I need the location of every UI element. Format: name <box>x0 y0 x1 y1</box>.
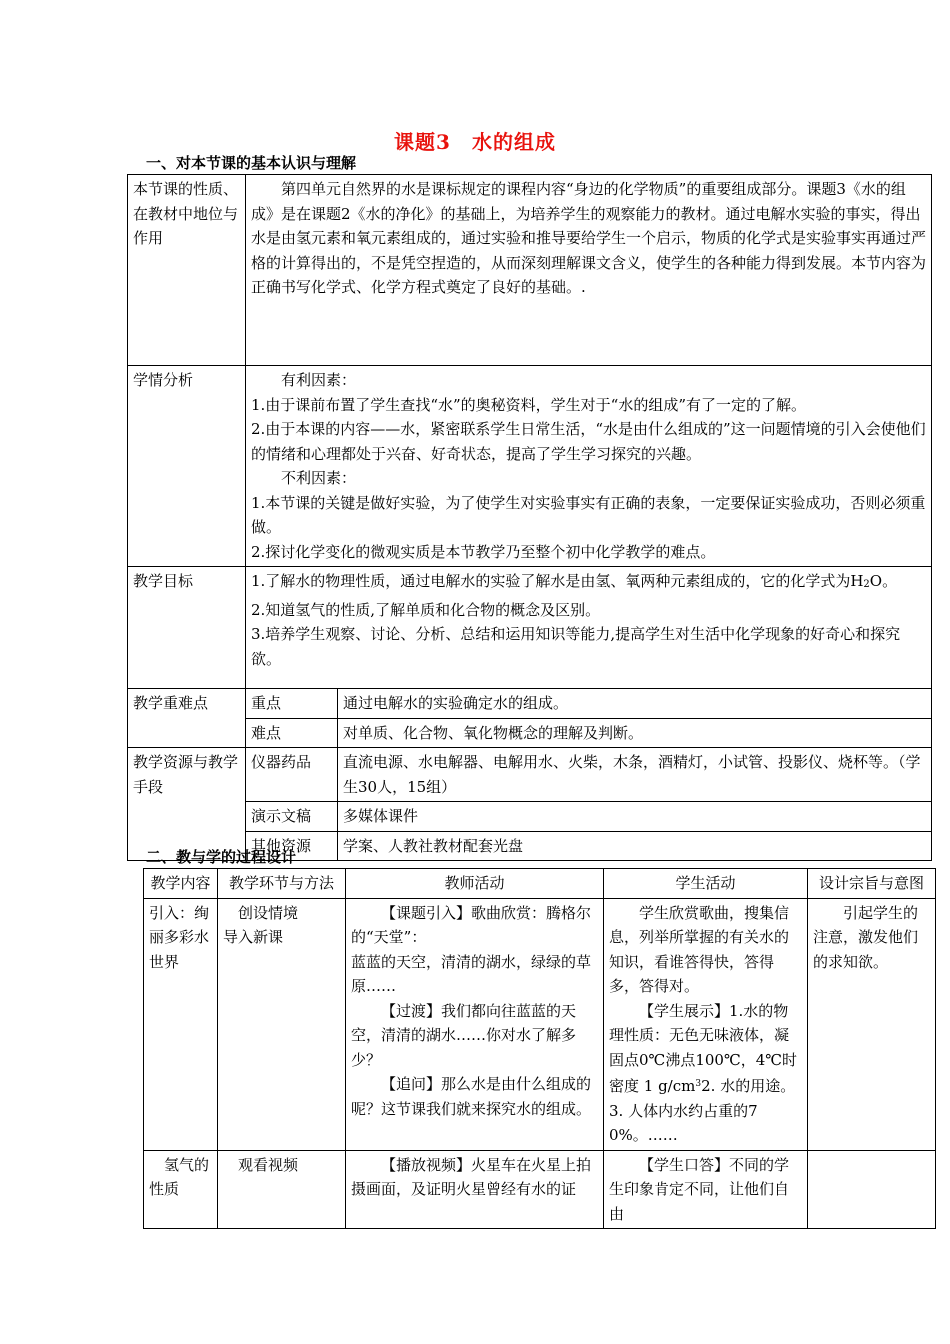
basic-understanding-table <box>127 174 932 861</box>
row-content: 1.了解水的物理性质，通过电解水的实验了解水是由氢、氧两种元素组成的，它的化学式为$H_2O$。 2.知道氢气的性质,了解单质和化合物的概念及区别。 3.培养学生观察、讨论、分析、总结和运用知识等能力,提高学生对生活中化学现象的好奇心和探究欲。 <box>246 567 932 689</box>
row-label: 教学目标 <box>128 567 246 689</box>
sub-label: 仪器药品 <box>246 748 338 802</box>
sub-label: 演示文稿 <box>246 802 338 832</box>
row-label: 学情分析 <box>128 366 246 567</box>
table-cell: 创设情境 导入新课 <box>218 898 346 1150</box>
sub-content: 学案、人教社教材配套光盘 <box>338 831 932 861</box>
table-cell: 氢气的性质 <box>144 1150 218 1229</box>
sub-content: 多媒体课件 <box>338 802 932 832</box>
column-header: 教学环节与方法 <box>218 869 346 899</box>
table-cell: 【播放视频】火星车在火星上拍摄画面，及证明火星曾经有水的证 <box>346 1150 604 1229</box>
sub-label: 其他资源 <box>246 831 338 861</box>
section-heading-2: 二、教与学的过程设计 <box>146 848 297 866</box>
table-cell: 【课题引入】歌曲欣赏：腾格尔的“天堂”： 蓝蓝的天空，清清的湖水，绿绿的草原…… 【过渡】我们都向往蓝蓝的天空，清清的湖水……你对水了解多少？ 【追问】那么水是由什么组成的呢？这节课我们就来探究水的组成。 <box>346 898 604 1150</box>
sub-content: 通过电解水的实验确定水的组成。 <box>338 689 932 719</box>
table-cell: 引起学生的注意，激发他们的求知欲。 <box>808 898 936 1150</box>
column-header: 教师活动 <box>346 869 604 899</box>
column-header: 学生活动 <box>604 869 808 899</box>
table-cell <box>808 1150 936 1229</box>
table-cell: 【学生口答】不同的学生印象肯定不同，让他们自由 <box>604 1150 808 1229</box>
column-header: 设计宗旨与意图 <box>808 869 936 899</box>
row-label: 本节课的性质、在教材中地位与作用 <box>128 175 246 366</box>
table-cell: 引入：绚丽多彩水世界 <box>144 898 218 1150</box>
process-design-table <box>143 868 936 1229</box>
sub-label: 难点 <box>246 718 338 748</box>
section-heading-1: 一、对本节课的基本认识与理解 <box>146 154 357 172</box>
sub-label: 重点 <box>246 689 338 719</box>
sub-content: 直流电源、水电解器、电解用水、火柴，木条，酒精灯，小试管、投影仪、烧杯等。（学生30人，15组） <box>338 748 932 802</box>
page-title: 课题3 水的组成 <box>394 130 556 154</box>
row-content: 有利因素： 1.由于课前布置了学生查找“水”的奥秘资料，学生对于“水的组成”有了一定的了解。 2.由于本课的内容——水，紧密联系学生日常生活，“水是由什么组成的”这一问题情境的引入会使他们的情绪和心理都处于兴奋、好奇状态，提高了学生学习探究的兴趣。 不利因素： 1.本节课的关键是做好实验，为了使学生对实验事实有正确的表象，一定要保证实验成功，否则必须重做。 2.探讨化学变化的微观实质是本节教学乃至整个初中化学教学的难点。 <box>246 366 932 567</box>
sub-content: 对单质、化合物、氧化物概念的理解及判断。 <box>338 718 932 748</box>
row-content: 第四单元自然界的水是课标规定的课程内容“身边的化学物质”的重要组成部分。课题3《水的组成》是在课题2《水的净化》的基础上，为培养学生的观察能力的教材。通过电解水实验的事实，得出水是由氢元素和氧元素组成的，通过实验和推导要给学生一个启示，物质的化学式是实验事实再通过严格的计算得出的，不是凭空捏造的，从而深刻理解课文含义，使学生的各种能力得到发展。本节内容为正确书写化学式、化学方程式奠定了良好的基础。. <box>246 175 932 366</box>
row-label: 教学资源与教学手段 <box>128 748 246 861</box>
table-cell: 学生欣赏歌曲，搜集信息，列举所掌握的有关水的知识，看谁答得快，答得多，答得对。 【学生展示】1.水的物理性质：无色无味液体，凝固点0℃沸点100℃，4℃时密度 1 $g/cm^32$. 水的用途。3. 人体内水约占重的70%。…… <box>604 898 808 1150</box>
column-header: 教学内容 <box>144 869 218 899</box>
row-label: 教学重难点 <box>128 689 246 748</box>
table-cell: 观看视频 <box>218 1150 346 1229</box>
